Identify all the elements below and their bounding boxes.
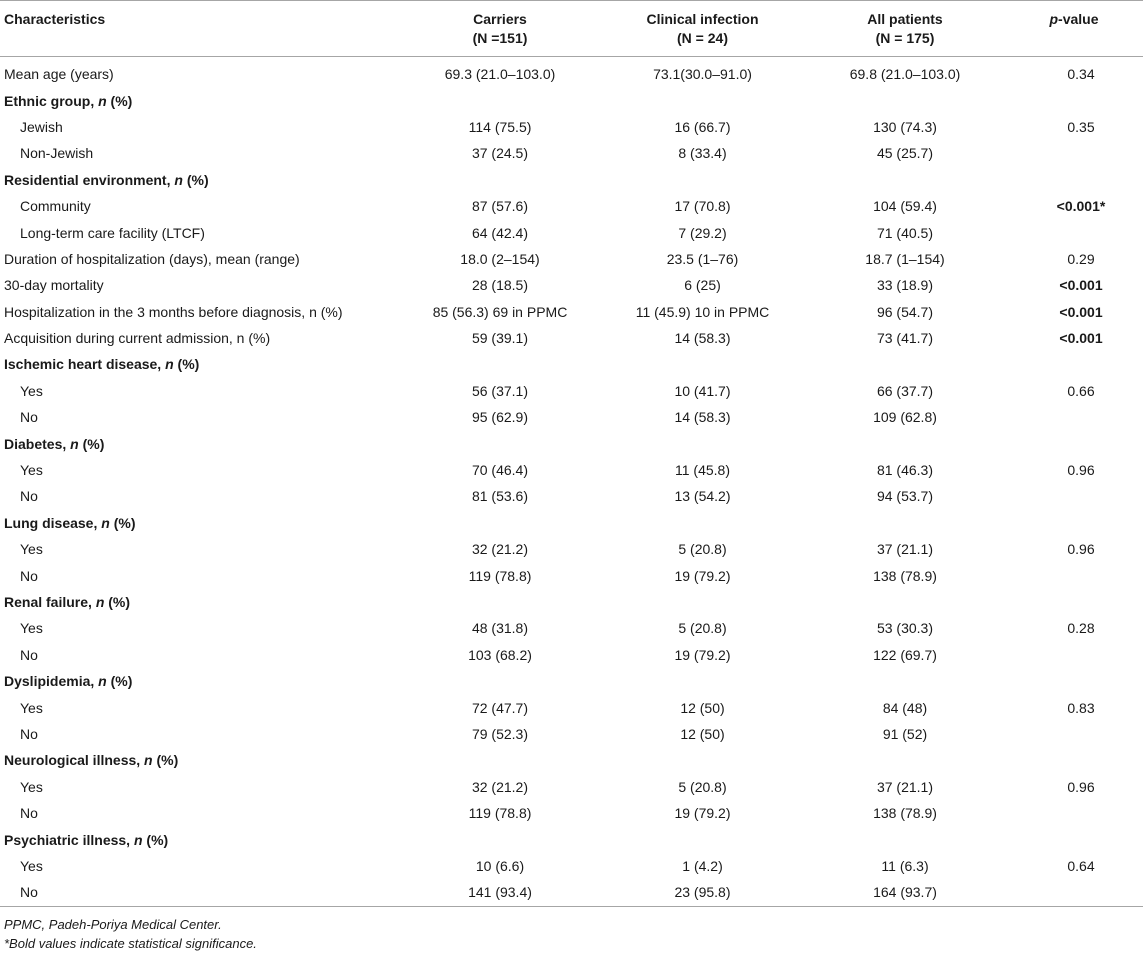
all-patients-cell: 66 (37.7) <box>876 382 934 399</box>
empty-cell <box>400 826 600 852</box>
row-label: No <box>20 646 38 663</box>
empty-cell <box>600 747 805 773</box>
carriers-cell: 32 (21.2) <box>471 778 529 795</box>
p-value-cell <box>1005 642 1143 668</box>
carriers-cell: 18.0 (2–154) <box>460 250 540 267</box>
carriers-cell: 119 (78.8) <box>468 805 532 822</box>
carriers-cell: 59 (39.1) <box>471 330 529 347</box>
clinical-infection-cell: 17 (70.8) <box>674 198 731 215</box>
p-value-cell: <0.001 <box>1059 303 1103 320</box>
group-label: Dyslipidemia, n (%) <box>4 673 133 690</box>
p-value-cell <box>1005 800 1143 826</box>
clinical-infection-cell: 12 (50) <box>680 699 725 716</box>
carriers-cell: 95 (62.9) <box>471 409 529 426</box>
p-value-cell: 0.83 <box>1067 699 1095 716</box>
clinical-infection-cell: 16 (66.7) <box>674 118 731 135</box>
group-header-row <box>0 87 1143 113</box>
group-header-row <box>0 747 1143 773</box>
empty-cell <box>400 87 600 113</box>
empty-cell <box>1005 826 1143 852</box>
all-patients-cell: 96 (54.7) <box>876 303 934 320</box>
all-patients-cell: 69.8 (21.0–103.0) <box>849 66 961 83</box>
row-label: Community <box>20 198 91 215</box>
all-patients-cell: 138 (78.9) <box>873 567 937 584</box>
p-value-cell: 0.35 <box>1067 118 1095 135</box>
carriers-cell: 81 (53.6) <box>471 488 529 505</box>
clinical-infection-cell: 6 (25) <box>684 277 721 294</box>
carriers-cell: 85 (56.3) 69 in PPMC <box>432 303 568 320</box>
all-patients-cell: 37 (21.1) <box>876 778 934 795</box>
table-row <box>0 378 1143 404</box>
clinical-infection-cell: 11 (45.9) 10 in PPMC <box>635 303 770 320</box>
group-header-row <box>0 167 1143 193</box>
empty-cell <box>805 167 1005 193</box>
clinical-infection-cell: 7 (29.2) <box>678 224 727 241</box>
carriers-cell: 69.3 (21.0–103.0) <box>444 66 556 83</box>
group-label: Neurological illness, n (%) <box>4 752 179 769</box>
row-label: No <box>20 884 38 901</box>
clinical-infection-cell: 12 (50) <box>680 725 725 742</box>
header-carriers-n: (N =151) <box>472 30 528 46</box>
row-label: Yes <box>20 382 43 399</box>
empty-cell <box>805 747 1005 773</box>
empty-cell <box>805 351 1005 377</box>
table-row <box>0 642 1143 668</box>
carriers-cell: 72 (47.7) <box>471 699 529 716</box>
p-value-cell: <0.001 <box>1059 277 1103 294</box>
group-label: Ischemic heart disease, n (%) <box>4 356 200 373</box>
group-label: Ethnic group, n (%) <box>4 92 133 109</box>
clinical-infection-cell: 23 (95.8) <box>674 884 731 901</box>
p-value-cell: <0.001* <box>1056 198 1106 215</box>
table-row <box>0 325 1143 351</box>
empty-cell <box>1005 589 1143 615</box>
table-row <box>0 246 1143 272</box>
row-label: No <box>20 488 38 505</box>
empty-cell <box>1005 668 1143 694</box>
empty-cell <box>805 668 1005 694</box>
row-label: Yes <box>20 541 43 558</box>
row-label: No <box>20 567 38 584</box>
table-row <box>0 774 1143 800</box>
carriers-cell: 103 (68.2) <box>468 646 532 663</box>
empty-cell <box>805 430 1005 456</box>
header-all-patients: All patients (N = 175) <box>867 11 943 46</box>
table-header <box>0 1 1143 57</box>
empty-cell <box>805 510 1005 536</box>
empty-cell <box>400 747 600 773</box>
carriers-cell: 37 (24.5) <box>471 145 529 162</box>
p-value-cell: 0.29 <box>1067 250 1095 267</box>
empty-cell <box>1005 510 1143 536</box>
empty-cell <box>600 589 805 615</box>
table-row <box>0 219 1143 245</box>
all-patients-cell: 84 (48) <box>882 699 928 716</box>
row-label: Mean age (years) <box>4 66 114 83</box>
p-value-cell: 0.66 <box>1067 382 1095 399</box>
clinical-infection-cell: 13 (54.2) <box>674 488 731 505</box>
carriers-cell: 48 (31.8) <box>471 620 529 637</box>
empty-cell <box>400 430 600 456</box>
group-header-row <box>0 589 1143 615</box>
clinical-infection-cell: 19 (79.2) <box>674 567 731 584</box>
table-row <box>0 483 1143 509</box>
row-label: Yes <box>20 699 43 716</box>
header-all-n: (N = 175) <box>875 30 935 46</box>
all-patients-cell: 18.7 (1–154) <box>865 250 945 267</box>
header-carriers: Carriers (N =151) <box>472 11 528 46</box>
footnote-significance: *Bold values indicate statistical significance. <box>4 935 257 951</box>
row-label: Yes <box>20 462 43 479</box>
all-patients-cell: 164 (93.7) <box>873 884 937 901</box>
empty-cell <box>1005 167 1143 193</box>
all-patients-cell: 11 (6.3) <box>881 857 929 874</box>
clinical-infection-cell: 5 (20.8) <box>678 541 727 558</box>
group-label: Diabetes, n (%) <box>4 435 105 452</box>
empty-cell <box>600 167 805 193</box>
all-patients-cell: 33 (18.9) <box>876 277 934 294</box>
empty-cell <box>805 87 1005 113</box>
group-header-row <box>0 430 1143 456</box>
carriers-cell: 32 (21.2) <box>471 541 529 558</box>
table-row <box>0 562 1143 588</box>
clinical-infection-cell: 5 (20.8) <box>678 778 727 795</box>
p-value-cell <box>1005 140 1143 166</box>
p-value-cell: 0.96 <box>1067 462 1095 479</box>
all-patients-cell: 130 (74.3) <box>873 118 937 135</box>
table-row <box>0 800 1143 826</box>
empty-cell <box>600 510 805 536</box>
p-value-cell: 0.28 <box>1067 620 1095 637</box>
p-value-cell: <0.001 <box>1059 330 1103 347</box>
group-header-row <box>0 510 1143 536</box>
row-label: Yes <box>20 620 43 637</box>
row-label: Acquisition during current admission, n (%) <box>4 330 271 347</box>
empty-cell <box>400 167 600 193</box>
p-value-cell <box>1005 483 1143 509</box>
clinical-infection-cell: 14 (58.3) <box>674 409 731 426</box>
table-row <box>0 721 1143 747</box>
carriers-cell: 79 (52.3) <box>471 725 529 742</box>
table-row <box>0 536 1143 562</box>
row-label: Jewish <box>20 118 63 135</box>
table-row <box>0 193 1143 219</box>
table-row <box>0 615 1143 641</box>
p-value-cell <box>1005 404 1143 430</box>
row-label: Yes <box>20 778 43 795</box>
table-row <box>0 114 1143 140</box>
clinical-infection-cell: 5 (20.8) <box>678 620 727 637</box>
group-header-row <box>0 826 1143 852</box>
carriers-cell: 114 (75.5) <box>468 118 532 135</box>
group-label: Psychiatric illness, n (%) <box>4 831 169 848</box>
carriers-cell: 141 (93.4) <box>468 884 532 901</box>
table-row <box>0 299 1143 325</box>
p-value-cell: 0.96 <box>1067 541 1095 558</box>
carriers-cell: 87 (57.6) <box>471 198 529 215</box>
clinical-infection-cell: 14 (58.3) <box>674 330 731 347</box>
row-label: 30-day mortality <box>4 277 104 294</box>
header-characteristics: Characteristics <box>4 11 106 27</box>
row-label: Yes <box>20 857 43 874</box>
table-row <box>0 404 1143 430</box>
p-value-cell: 0.34 <box>1067 66 1095 83</box>
p-value-cell <box>1005 219 1143 245</box>
row-label: Non-Jewish <box>20 145 94 162</box>
row-label: No <box>20 409 38 426</box>
empty-cell <box>400 589 600 615</box>
clinical-infection-cell: 10 (41.7) <box>674 382 731 399</box>
clinical-infection-cell: 23.5 (1–76) <box>666 250 739 267</box>
header-clinical-infection: Clinical infection (N = 24) <box>646 11 759 46</box>
empty-cell <box>600 430 805 456</box>
group-label: Lung disease, n (%) <box>4 514 136 531</box>
carriers-cell: 28 (18.5) <box>471 277 529 294</box>
table-row <box>0 57 1143 88</box>
p-value-cell: 0.64 <box>1067 857 1095 874</box>
empty-cell <box>600 668 805 694</box>
all-patients-cell: 109 (62.8) <box>873 409 937 426</box>
carriers-cell: 70 (46.4) <box>471 462 529 479</box>
clinical-infection-cell: 73.1(30.0–91.0) <box>653 66 752 83</box>
clinical-infection-cell: 19 (79.2) <box>674 805 731 822</box>
carriers-cell: 10 (6.6) <box>475 857 525 874</box>
p-value-cell <box>1005 879 1143 906</box>
all-patients-cell: 104 (59.4) <box>873 198 937 215</box>
all-patients-cell: 71 (40.5) <box>876 224 934 241</box>
row-label: No <box>20 805 38 822</box>
all-patients-cell: 138 (78.9) <box>873 805 937 822</box>
carriers-cell: 56 (37.1) <box>471 382 529 399</box>
carriers-cell: 64 (42.4) <box>471 224 529 241</box>
clinical-infection-cell: 19 (79.2) <box>674 646 731 663</box>
row-label: No <box>20 725 38 742</box>
group-label: Renal failure, n (%) <box>4 594 131 610</box>
empty-cell <box>600 351 805 377</box>
group-label: Residential environment, n (%) <box>4 171 209 188</box>
group-header-row <box>0 351 1143 377</box>
header-row <box>0 1 1143 57</box>
all-patients-cell: 53 (30.3) <box>876 620 934 637</box>
p-value-cell: 0.96 <box>1067 778 1095 795</box>
empty-cell <box>400 668 600 694</box>
all-patients-cell: 94 (53.7) <box>876 488 934 505</box>
all-patients-cell: 81 (46.3) <box>876 462 934 479</box>
table-row <box>0 457 1143 483</box>
empty-cell <box>400 351 600 377</box>
header-clinical-n: (N = 24) <box>677 30 728 46</box>
table-footnotes <box>0 907 1143 953</box>
group-header-row <box>0 668 1143 694</box>
table-row <box>0 694 1143 720</box>
row-label: Duration of hospitalization (days), mean (range) <box>4 250 300 267</box>
empty-cell <box>1005 351 1143 377</box>
empty-cell <box>805 589 1005 615</box>
footnote-abbreviation: PPMC, Padeh-Poriya Medical Center. <box>4 916 222 932</box>
carriers-cell: 119 (78.8) <box>468 567 532 584</box>
empty-cell <box>600 826 805 852</box>
row-label: Long-term care facility (LTCF) <box>20 224 205 241</box>
all-patients-cell: 73 (41.7) <box>876 330 934 347</box>
table-row <box>0 879 1143 906</box>
empty-cell <box>1005 87 1143 113</box>
clinical-infection-cell: 1 (4.2) <box>682 857 723 874</box>
clinical-infection-cell: 11 (45.8) <box>675 462 730 479</box>
p-value-cell <box>1005 562 1143 588</box>
empty-cell <box>400 510 600 536</box>
clinical-infection-cell: 8 (33.4) <box>678 145 727 162</box>
empty-cell <box>805 826 1005 852</box>
table-row <box>0 272 1143 298</box>
table-row <box>0 853 1143 879</box>
all-patients-cell: 37 (21.1) <box>876 541 934 558</box>
empty-cell <box>1005 430 1143 456</box>
all-patients-cell: 91 (52) <box>882 725 928 742</box>
row-label: Hospitalization in the 3 months before diagnosis, n (%) <box>4 303 343 320</box>
table-row <box>0 140 1143 166</box>
all-patients-cell: 45 (25.7) <box>876 145 934 162</box>
empty-cell <box>600 87 805 113</box>
table-body <box>0 57 1143 907</box>
all-patients-cell: 122 (69.7) <box>873 646 937 663</box>
p-value-cell <box>1005 721 1143 747</box>
empty-cell <box>1005 747 1143 773</box>
header-p-value: p-value <box>1049 11 1099 27</box>
